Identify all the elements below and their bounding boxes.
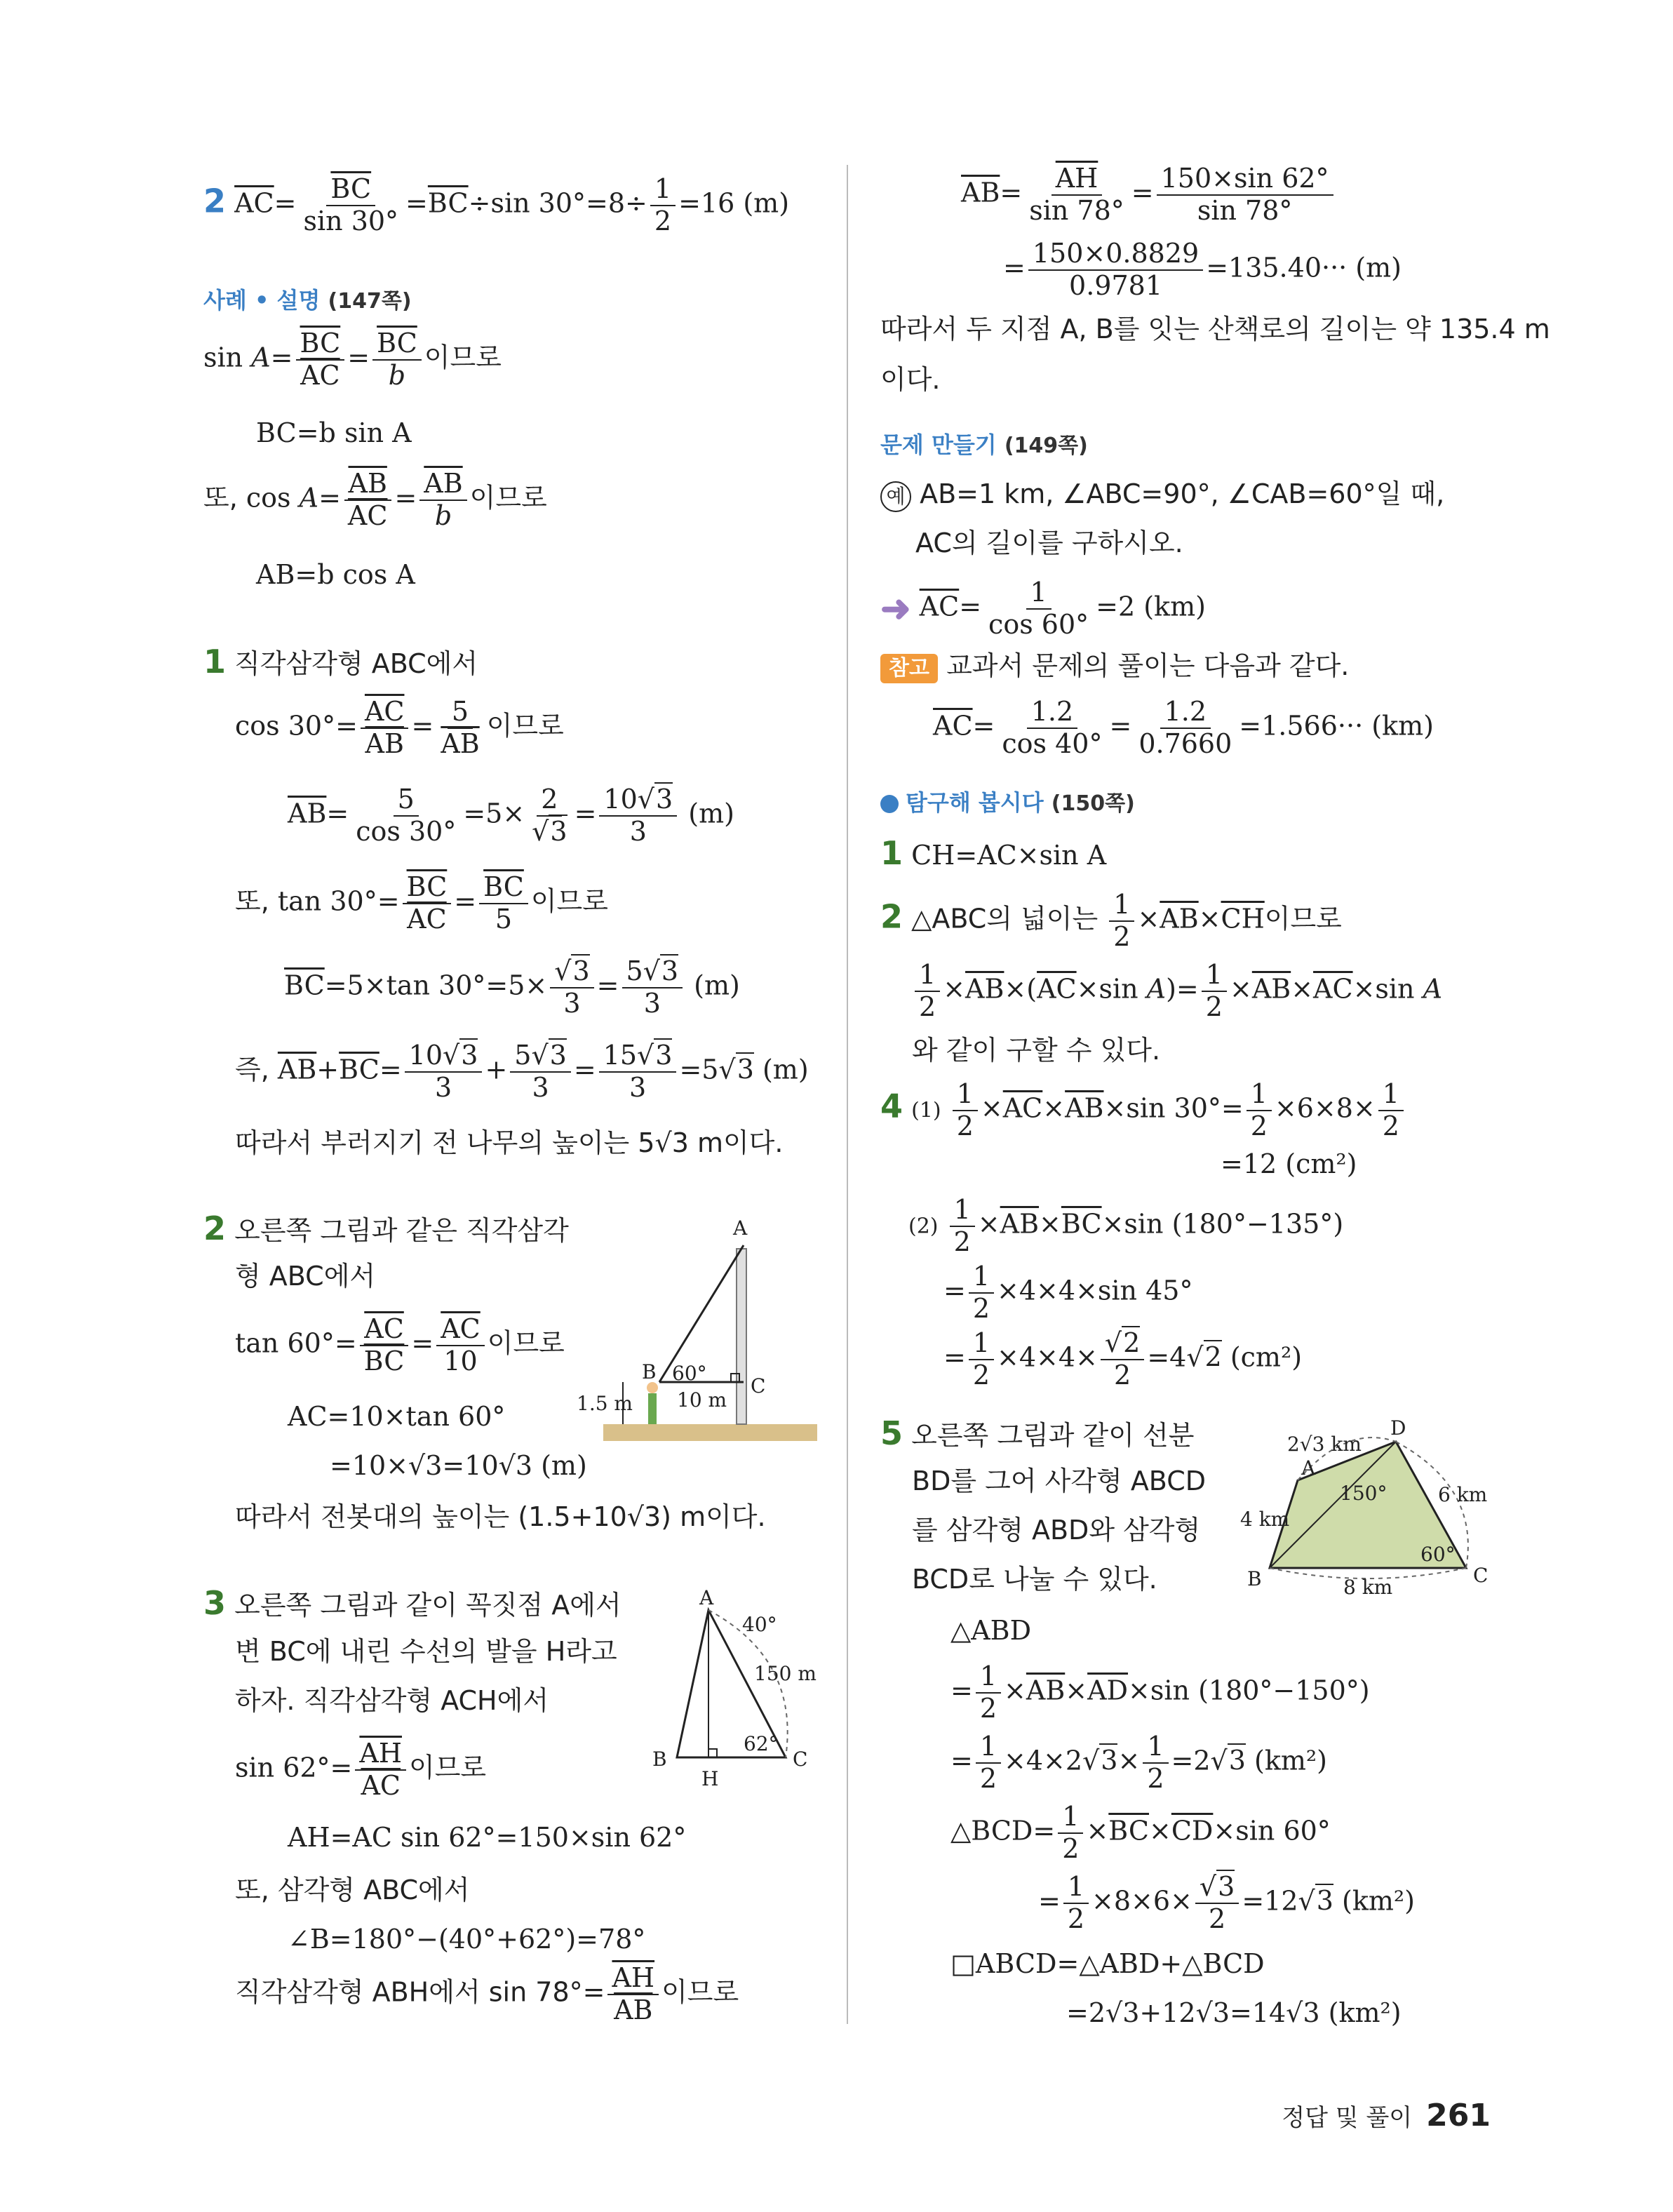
example-line1: 예 AB=1 km, ∠ABC=90°, ∠CAB=60°일 때,: [880, 481, 1444, 512]
explore-2-formula: $\frac{1}{2}$ $\times\overline{AB}\times(\overline{AC}\times\sin$ A)= $\frac{1}{2}$ $\times\overline{AB}\times\overline{AC}\times\sin$ A: [912, 961, 1442, 1021]
explore-5-text3: 를 삼각형 ABD와 삼각형: [912, 1515, 1201, 1546]
fig5-label-a: A: [1301, 1456, 1316, 1480]
explore-2: 2 △ABC의 넓이는 $\frac{1}{2}$ $\times\overline{AB}\times\overline{CH}$이므로: [880, 889, 1342, 952]
abd-label: △ABD: [950, 1615, 1032, 1646]
reference-formula: $\overline{AC}=$ $\frac{1.2}{\cos 40^\circ}$ = $\frac{1.2}{0.7660}$ =1.566··· (km): [933, 696, 1434, 759]
fig2-angle: 60°: [672, 1362, 707, 1385]
example-line2: AC의 길이를 구하시오.: [915, 528, 1183, 558]
make-problem-heading: 문제 만들기 (149쪽): [880, 431, 1088, 458]
q3-angle-b: ∠B=180°−(40°+62°)=78°: [288, 1924, 646, 1955]
example-answer: ➜ $\overline{AC}=$ $\frac{1}{\cos 60^\circ}$ =2 (km): [880, 577, 1206, 640]
fig5-ab: 4 km: [1240, 1508, 1290, 1531]
fig5-bc: 8 km: [1343, 1576, 1393, 1599]
q2-text2: 형 ABC에서: [235, 1261, 376, 1292]
q1-conclusion: 따라서 부러지기 전 나무의 높이는 5√3 m이다.: [235, 1127, 784, 1158]
explore-5-text1: 5 오른쪽 그림과 같이 선분: [880, 1414, 1195, 1452]
fig2-distance: 10 m: [677, 1388, 727, 1412]
figure-triangle-abc: [645, 1582, 835, 1792]
fig3-angle40: 40°: [742, 1613, 777, 1636]
ab-result: = $\frac{150\times 0.8829}{0.9781}$ =135.40··· (m): [1003, 238, 1402, 301]
q2-conclusion: 따라서 전봇대의 높이는 (1.5+10√3) m이다.: [235, 1501, 766, 1532]
bcd-result: = $\frac{1}{2}$ ×8×6× $\frac{√3}{2}$ =12√3 (km²): [1038, 1871, 1415, 1934]
explore-2-tail: 와 같이 구할 수 있다.: [912, 1035, 1161, 1066]
ab-formula: $\overline{AB}=$ $\frac{\overline{AH}}{\sin 78^\circ}$ = $\frac{150\times\sin 62^\circ}{\sin 78^\circ}$: [961, 165, 1336, 225]
figure-utility-pole: [577, 1207, 821, 1445]
conclusion-line2: 이다.: [880, 364, 941, 395]
q2-ac1: AC=10×tan 60°: [288, 1401, 506, 1432]
fig3-length: 150 m: [754, 1662, 817, 1685]
figure-quadrilateral-abcd: [1235, 1410, 1501, 1600]
ab-line: AB=b cos A: [256, 559, 415, 590]
abcd-total: □ABCD=△ABD+△BCD: [950, 1948, 1265, 1979]
page-number: 261: [1426, 2098, 1491, 2133]
fig2-label-c: C: [751, 1374, 766, 1397]
q3-text1: 3 오른쪽 그림과 같이 꼭짓점 A에서: [203, 1584, 622, 1622]
explore-4-2: (2) $\frac{1}{2}$ $\times\overline{AB}\times\overline{BC}\times\sin$ (180°−135°): [908, 1194, 1344, 1257]
q1-heading: 1 직각삼각형 ABC에서: [203, 643, 478, 681]
q1-cos: cos 30°= $\frac{\overline{AC}}{AB}$ = $\frac{5}{AB}$ 이므로: [235, 696, 564, 759]
q3-ah: AH=AC sin 62°=150×sin 62°: [288, 1822, 687, 1853]
abd-step2: = $\frac{1}{2}$ ×4×2√3× $\frac{1}{2}$ =2√3 (km²): [950, 1731, 1327, 1794]
q3-abh: 직각삼각형 ABH에서 sin 78°= $\frac{\overline{AH}}{AB}$ 이므로: [235, 1962, 739, 2025]
explore-4-1: 4 (1) $\frac{1}{2}$ $\times\overline{AC}\times\overline{AB}\times\sin$ 30°= $\frac{1}{2}$ ×6×8× $\frac{1}{2}$: [880, 1080, 1406, 1141]
fig5-label-b: B: [1247, 1567, 1262, 1590]
bc-line: BC=b sin A: [256, 417, 412, 448]
fig2-label-b: B: [642, 1360, 657, 1383]
page-footer: [1282, 2098, 1491, 2133]
q1-tan: 또, tan 30°= $\frac{\overline{BC}}{AC}$ = $\frac{\overline{BC}}{5}$ 이므로: [235, 871, 608, 934]
explore-heading: 탐구해 봅시다 (150쪽): [880, 791, 1135, 815]
fig5-label-d: D: [1390, 1416, 1406, 1440]
abcd-result: =2√3+12√3=14√3 (km²): [1066, 1997, 1402, 2028]
fig3-label-h: H: [701, 1767, 719, 1790]
q1-ab: $\overline{AB}=$ $\frac{5}{\cos 30^\circ}$ =5× $\frac{2}{√3}$ = $\frac{10√3}{3}$ (m): [288, 784, 734, 847]
abd-step1: = $\frac{1}{2}$ $\times\overline{AB}\times\overline{AD}\times\sin$ (180°−150°): [950, 1661, 1370, 1724]
explore-4-2-step2: = $\frac{1}{2}$ ×4×4× $\frac{√2}{2}$ =4√2 (cm²): [943, 1327, 1303, 1390]
q1-sum: 즉, $\overline{AB}+\overline{BC}=$ $\frac{10√3}{3}$ + $\frac{5√3}{3}$ = $\frac{15√3}{3}$ =5√3 (m): [235, 1040, 809, 1103]
fig3-label-a: A: [699, 1586, 714, 1609]
bcd-formula: △BCD= $\frac{1}{2}$ $\times\overline{BC}\times\overline{CD}\times\sin$ 60°: [950, 1801, 1331, 1864]
explore-5-text2: BD를 그어 사각형 ABCD: [912, 1466, 1207, 1496]
explore-1: 1 CH=AC×sin A: [880, 834, 1107, 872]
fig2-label-a: A: [733, 1216, 748, 1240]
fig5-angle60: 60°: [1420, 1543, 1456, 1566]
fig2-height: 1.5 m: [577, 1392, 633, 1415]
reference-line: 참고 교과서 문제의 풀이는 다음과 같다.: [880, 652, 1349, 683]
cos-a-formula: 또, cos A= $\frac{\overline{AB}}{AC}$ = $\frac{\overline{AB}}{b}$ 이므로: [203, 468, 547, 531]
q1-bc: $\overline{BC}=5\times\tan$ 30°=5× $\frac{√3}{3}$ = $\frac{5√3}{3}$ (m): [284, 956, 740, 1019]
footer-label: 정답 및 풀이: [1282, 2104, 1413, 2132]
q2-text1: 2 오른쪽 그림과 같은 직각삼각: [203, 1209, 569, 1247]
q3-sin62: sin 62°= $\frac{\overline{AH}}{AC}$ 이므로: [235, 1738, 487, 1801]
problem-2-formula: 2 $\overline{AC}=$ $\frac{\overline{BC}}{\sin 30^\circ}$ $=\overline{BC}\div\sin$ 30°=8÷ $\frac{1}{2}$ =16 (m): [203, 173, 790, 236]
fig3-label-c: C: [793, 1748, 808, 1771]
q3-text3: 하자. 직각삼각형 ACH에서: [235, 1685, 549, 1716]
sin-a-formula: sin A= $\frac{\overline{BC}}{AC}$ = $\frac{\overline{BC}}{b}$ 이므로: [203, 328, 502, 391]
explore-4-2-step1: = $\frac{1}{2}$ ×4×4×sin 45°: [943, 1261, 1193, 1324]
case-heading: 사례 • 설명 (147쪽): [203, 287, 412, 314]
conclusion-line1: 따라서 두 지점 A, B를 잇는 산책로의 길이는 약 135.4 m: [880, 314, 1550, 344]
column-divider: [847, 165, 848, 2024]
fig5-dc: 6 km: [1438, 1483, 1488, 1506]
explore-5-text4: BCD로 나눌 수 있다.: [912, 1564, 1157, 1595]
explore-4-1-result: =12 (cm²): [1221, 1148, 1357, 1179]
fig3-label-b: B: [652, 1748, 667, 1771]
fig5-label-c: C: [1473, 1564, 1489, 1587]
q2-tan: tan 60°= $\frac{\overline{AC}}{BC}$ = $\frac{\overline{AC}}{10}$ 이므로: [235, 1313, 565, 1376]
q3-also: 또, 삼각형 ABC에서: [235, 1875, 470, 1905]
q2-ac2: =10×√3=10√3 (m): [330, 1450, 587, 1481]
q3-text2: 변 BC에 내린 수선의 발을 H라고: [235, 1636, 617, 1667]
fig3-angle62: 62°: [744, 1732, 779, 1755]
fig5-angle150: 150°: [1340, 1482, 1388, 1505]
fig5-ad: 2√3 km: [1287, 1433, 1362, 1456]
